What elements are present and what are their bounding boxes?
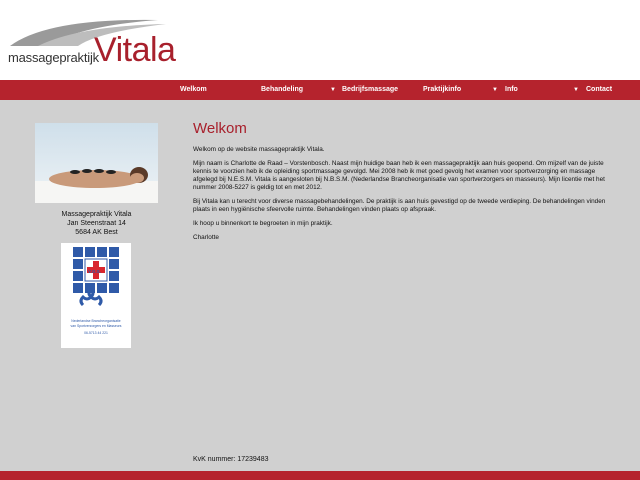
nav-info[interactable]: Info [505,86,518,93]
nav-bedrijfsmassage[interactable]: Bedrijfsmassage [342,86,399,93]
membership-badges [61,243,131,348]
nav-praktijkinfo[interactable]: Praktijkinfo [423,86,462,93]
logo-text-big: Vitala [94,31,176,69]
page-title: Welkom [193,120,247,137]
paragraph: Ik hoop u binnenkort te begroeten in mijn praktijk. [193,220,333,227]
address-block [35,210,158,237]
nav-welkom[interactable]: Welkom [180,86,207,93]
nbsm-id: 06-5713 44 221 [84,331,108,335]
main-content [193,120,613,248]
main-nav [0,80,640,100]
triangle-down-icon[interactable]: ▼ [330,87,336,93]
logo[interactable] [8,16,176,69]
footer-bar [0,471,640,480]
paragraph: Welkom op de website massagepraktijk Vitala. [193,146,325,153]
paragraph: Mijn naam is Charlotte de Raad – Vorstenbosch. Naast mijn huidige baan heb ik een massagepraktijk aan huis geopend. Om mijzelf van de juiste kennis te voorzien heb ik de opleiding sportmassage gevolgd. Mei 2008 heb ik met goed gevolg het examen voor sportverzorging en massage afgelegd bij N.E.S.M. Vitala is aangesloten bij N.B.S.M. (Nederlandse Brancheorganisatie van sportverzorgers en masseurs). Mijn licentie met het nummer 2008-5227 is geldig tot en met 2012. [193,160,605,191]
massage-photo-image [35,123,158,203]
paragraph: Bij Vitala kan u terecht voor diverse massagebehandelingen. De praktijk is aan huis gevestigd op de tweede verdieping. De behandelingen vinden plaats in een hygiënische sfeervolle ruimte. Behandelingen vinden plaats op afspraak. [193,198,606,213]
address-line: Massagepraktijk Vitala [61,211,132,218]
kvk-number: KvK nummer: 17239483 [193,456,269,463]
header [0,0,640,80]
triangle-down-icon[interactable]: ▼ [573,87,579,93]
nav-contact[interactable]: Contact [586,86,613,93]
address-line: 5684 AK Best [75,229,118,236]
nbsm-line: Nederlandse Brancheorganisatie [71,319,121,323]
nbsm-line: van Sportverzorgers en Masseurs [70,323,122,328]
address-line: Jan Steenstraat 14 [67,220,126,227]
triangle-down-icon[interactable]: ▼ [492,87,498,93]
nbsm-text [63,319,129,336]
nav-behandeling[interactable]: Behandeling [261,86,304,93]
paragraph: Charlotte [193,234,219,241]
vos-label: V.O.S. [88,269,101,274]
logo-text-small: massagepraktijk [8,50,99,65]
massage-photo [35,123,158,203]
